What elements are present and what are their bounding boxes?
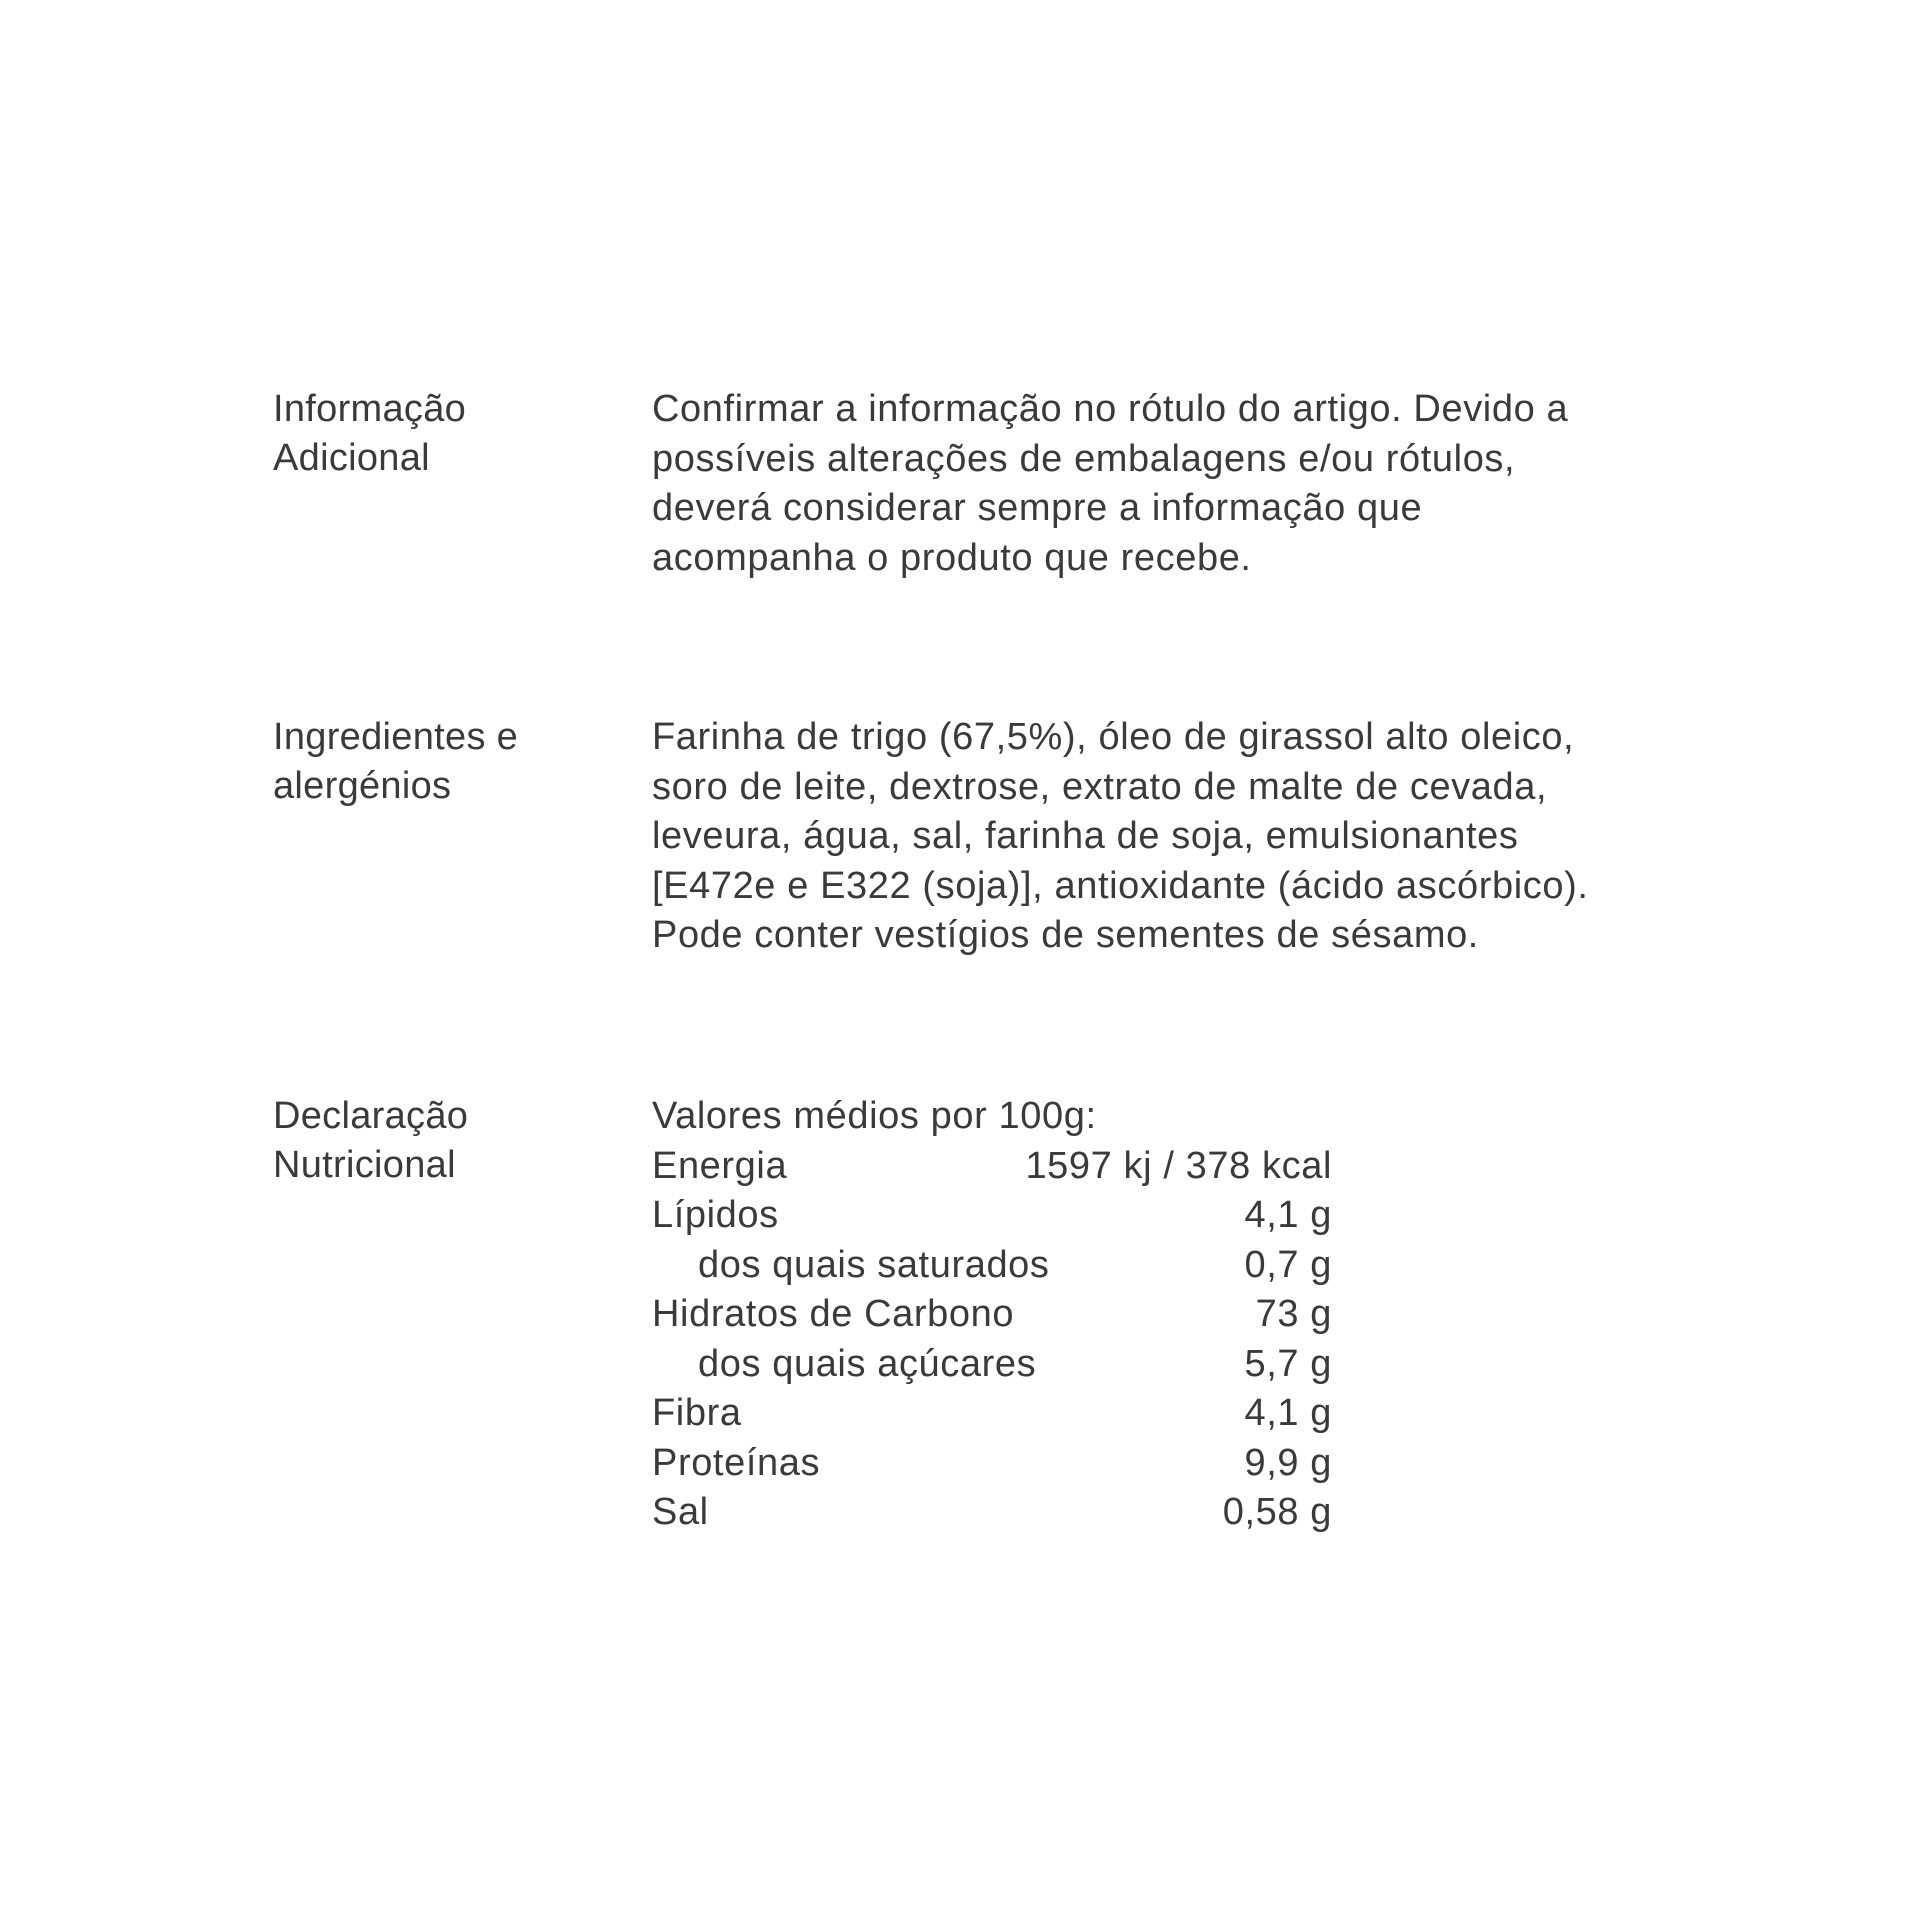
text-line: acompanha o produto que recebe.	[652, 536, 1252, 579]
text-line: possíveis alterações de embalagens e/ou rótulos,	[652, 437, 1516, 480]
nutrient-value: 73 g	[1255, 1293, 1332, 1335]
text-line: soro de leite, dextrose, extrato de malte de cevada,	[652, 765, 1548, 808]
additional-info-text	[652, 385, 1692, 583]
nutrition-row	[652, 1439, 1332, 1489]
nutrition-row	[652, 1142, 1332, 1192]
nutrition-label	[273, 1092, 603, 1190]
nutrition-row	[652, 1389, 1332, 1439]
nutrient-value: 9,9 g	[1244, 1441, 1332, 1484]
text-line: deverá considerar sempre a informação que	[652, 487, 1423, 529]
nutrient-name: Energia	[652, 1144, 788, 1187]
nutrient-name: dos quais saturados	[698, 1243, 1050, 1286]
label-line: alergénios	[273, 765, 452, 807]
nutrient-name: Proteínas	[652, 1441, 821, 1484]
text-line: Confirmar a informação no rótulo do artigo. Devido a	[652, 388, 1569, 430]
nutrition-row	[652, 1340, 1332, 1390]
text-line: leveura, água, sal, farinha de soja, emulsionantes	[652, 815, 1519, 857]
nutrient-value: 0,7 g	[1244, 1243, 1332, 1286]
nutrient-value: 4,1 g	[1244, 1194, 1332, 1236]
nutrient-name: Lípidos	[652, 1194, 779, 1236]
nutrient-value: 4,1 g	[1244, 1392, 1332, 1434]
text-line: Pode conter vestígios de sementes de sésamo.	[652, 914, 1479, 956]
nutrition-table	[652, 1092, 1692, 1538]
nutrition-row	[652, 1488, 1332, 1538]
nutrient-value: 5,7 g	[1244, 1342, 1332, 1385]
label-line: Declaração	[273, 1095, 469, 1137]
nutrition-row	[652, 1191, 1332, 1241]
nutrition-row	[652, 1241, 1332, 1291]
ingredients-label	[273, 713, 603, 811]
label-line: Informação	[273, 388, 467, 430]
label-line: Ingredientes e	[273, 716, 519, 758]
nutrient-name: Hidratos de Carbono	[652, 1293, 1015, 1335]
nutrient-value: 0,58 g	[1222, 1491, 1332, 1533]
nutrient-value: 1597 kj / 378 kcal	[1025, 1144, 1332, 1187]
text-line: Farinha de trigo (67,5%), óleo de girassol alto oleico,	[652, 716, 1575, 758]
nutrition-row	[652, 1290, 1332, 1340]
nutrient-name: dos quais açúcares	[698, 1342, 1037, 1385]
label-line: Nutricional	[273, 1144, 456, 1186]
ingredients-text	[652, 713, 1692, 961]
nutrient-name: Fibra	[652, 1392, 742, 1434]
label-line: Adicional	[273, 437, 430, 479]
text-line: [E472e e E322 (soja)], antioxidante (ácido ascórbico).	[652, 864, 1589, 907]
additional-info-label	[273, 385, 603, 483]
nutrition-header: Valores médios por 100g:	[652, 1095, 1097, 1137]
nutrient-name: Sal	[652, 1491, 709, 1533]
